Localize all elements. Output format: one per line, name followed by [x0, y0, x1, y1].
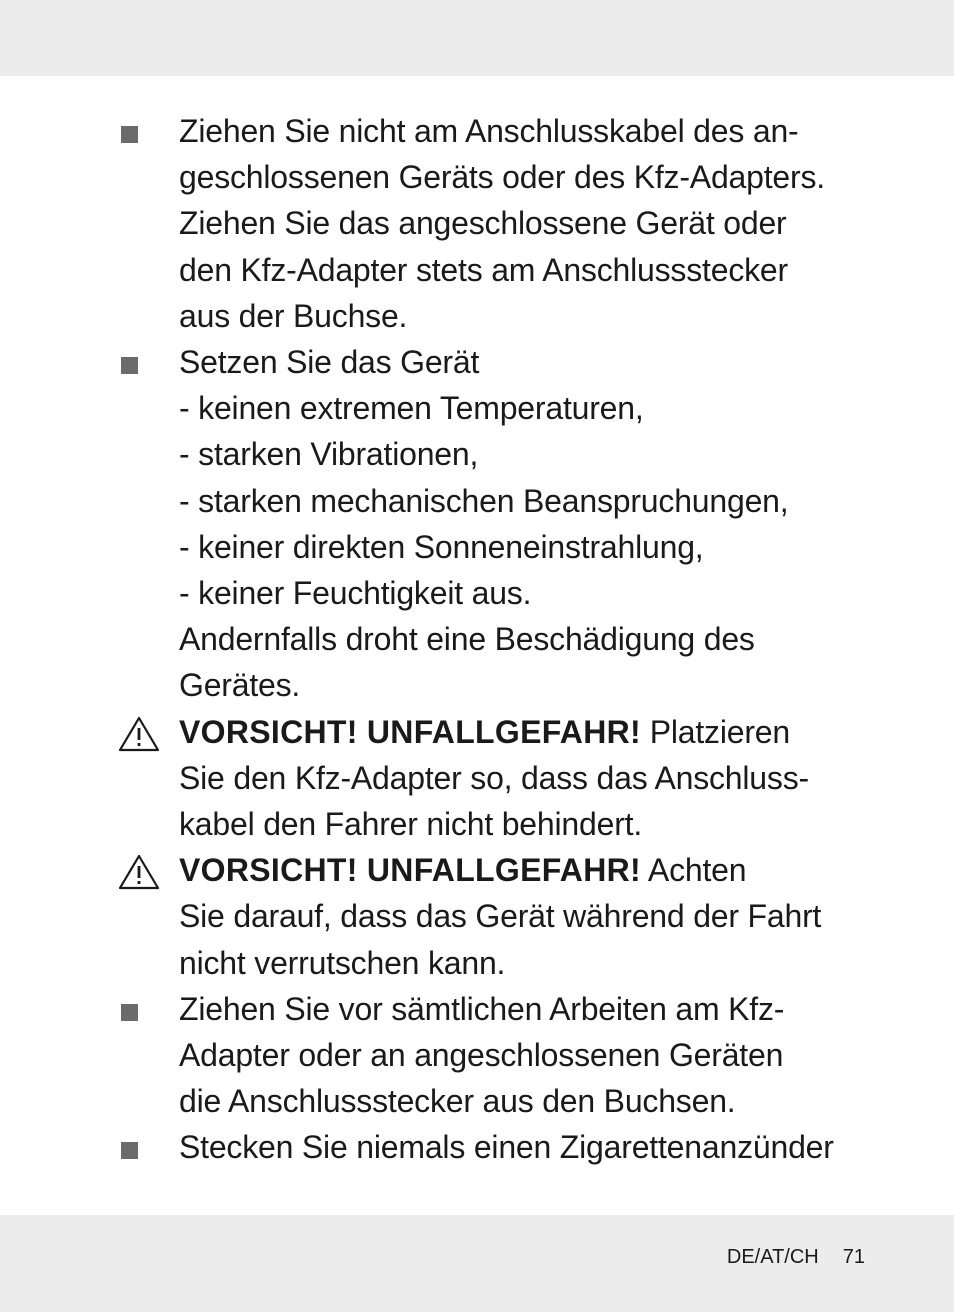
text-line: die Anschlussstecker aus den Buchsen. [179, 1083, 736, 1120]
warning-text: Achten [641, 852, 747, 889]
text-line: - starken mechanischen Beanspruchungen, [179, 482, 789, 519]
warning-item [0, 709, 954, 848]
page-number: 71 [842, 1246, 865, 1268]
square-bullet-icon [121, 357, 138, 374]
text-line: - keiner direkten Sonneneinstrahlung, [179, 528, 704, 565]
text-line: Andernfalls droht eine Beschädigung des [179, 621, 755, 658]
text-line: Ziehen Sie das angeschlossene Gerät oder [179, 205, 787, 242]
list-item [0, 108, 954, 339]
text-line: Sie den Kfz-Adapter so, dass das Anschluss- [179, 759, 809, 796]
square-bullet-icon [121, 1142, 138, 1159]
text-line: Sie darauf, dass das Gerät während der Fahrt [179, 898, 822, 935]
text-line: - keiner Feuchtigkeit aus. [179, 575, 532, 612]
list-item [0, 986, 954, 1125]
text-line: - starken Vibrationen, [179, 436, 479, 473]
text-line: aus der Buchse. [179, 297, 408, 334]
text-line: Ziehen Sie nicht am Anschlusskabel des an- [179, 113, 799, 149]
text-line: kabel den Fahrer nicht behindert. [179, 806, 643, 843]
warning-item [0, 847, 954, 986]
warning-label: VORSICHT! UNFALLGEFAHR! [179, 852, 641, 889]
list-item [0, 1124, 954, 1170]
list-item [0, 339, 954, 709]
warning-triangle-icon [117, 715, 161, 753]
text-line [179, 847, 914, 893]
warning-label: VORSICHT! UNFALLGEFAHR! [179, 713, 641, 750]
text-line: den Kfz-Adapter stets am Anschlussstecker [179, 251, 788, 288]
square-bullet-icon [121, 126, 138, 143]
warning-text: Platzieren [641, 713, 790, 750]
text-line: - keinen extremen Temperaturen, [179, 390, 644, 427]
warning-triangle-icon [117, 853, 161, 891]
text-line: Adapter oder an angeschlossenen Geräten [179, 1037, 784, 1074]
text-line [179, 709, 914, 755]
square-bullet-icon [121, 1004, 138, 1021]
text-line: geschlossenen Geräts oder des Kfz-Adapters. [179, 159, 825, 196]
text-line: nicht verrutschen kann. [179, 944, 506, 981]
page-footer [727, 1246, 865, 1269]
page-content [0, 108, 954, 1171]
text-line: Ziehen Sie vor sämtlichen Arbeiten am Kfz- [179, 990, 785, 1027]
region-label: DE/AT/CH [726, 1246, 819, 1268]
text-line: Stecken Sie niemals einen Zigarettenanzünder [179, 1129, 834, 1166]
text-line: Gerätes. [179, 667, 301, 704]
header-band [0, 0, 954, 76]
text-line: Setzen Sie das Gerät [179, 344, 480, 381]
